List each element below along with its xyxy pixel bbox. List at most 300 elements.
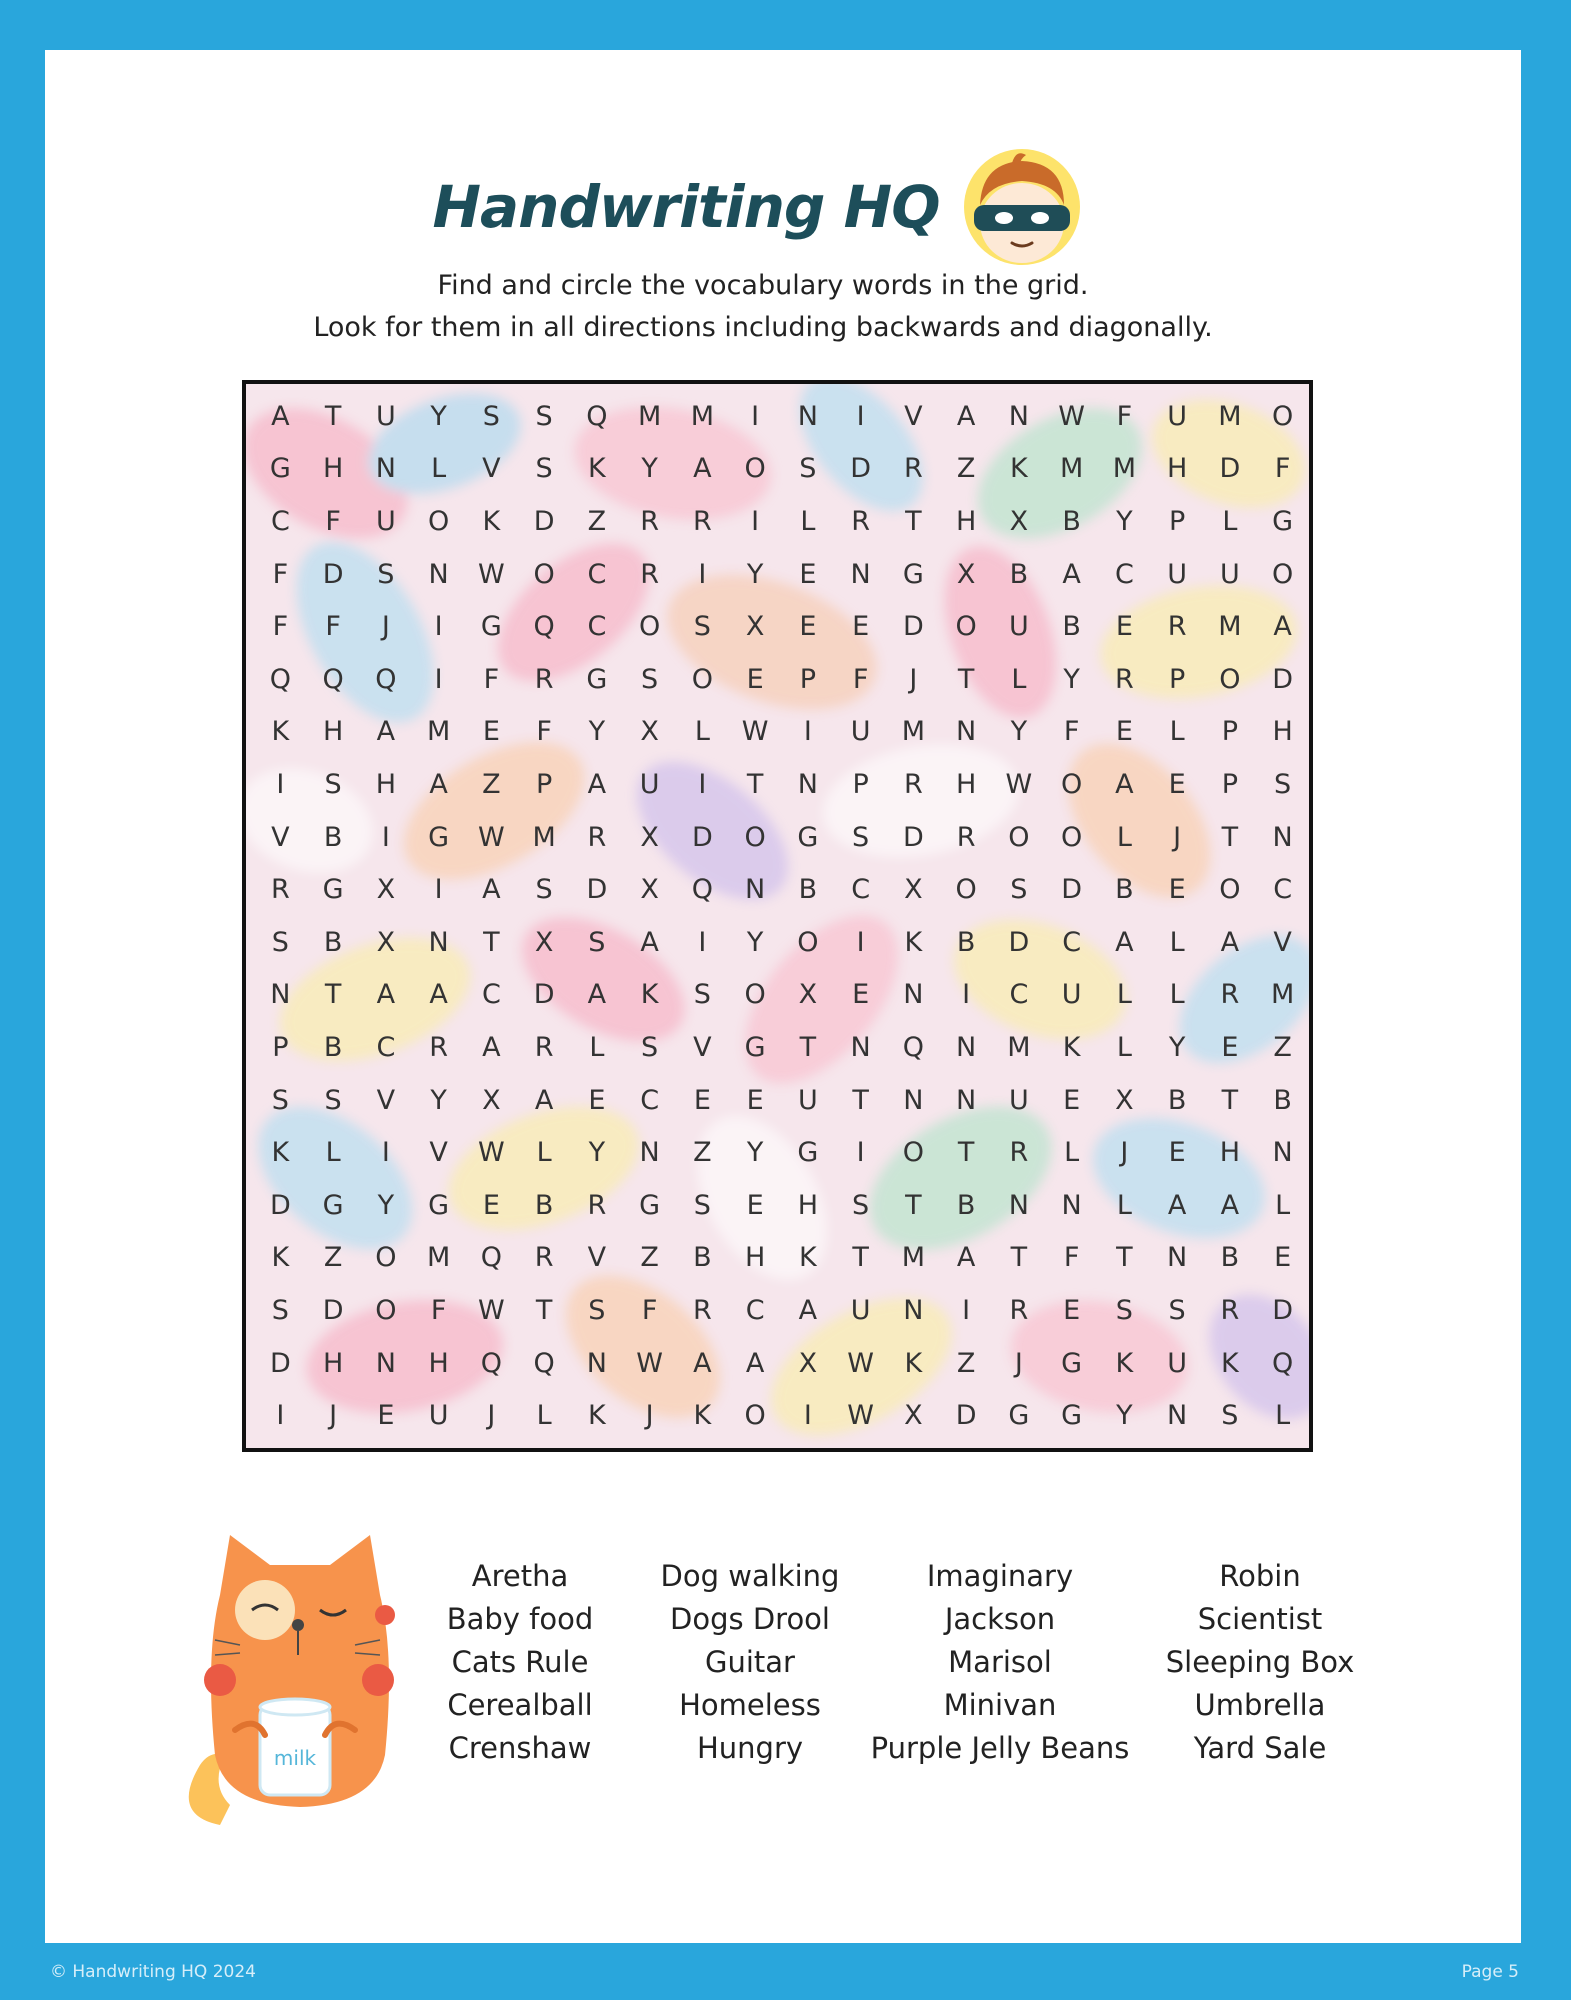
grid-letter[interactable]: Z — [693, 1137, 712, 1169]
grid-letter[interactable]: S — [693, 611, 711, 643]
grid-letter[interactable]: S — [1010, 874, 1028, 906]
grid-letter[interactable]: G — [902, 558, 924, 590]
grid-letter[interactable]: B — [1273, 1084, 1292, 1116]
grid-letter[interactable]: N — [270, 979, 291, 1011]
grid-letter[interactable]: D — [322, 1294, 344, 1326]
grid-letter[interactable]: T — [535, 1294, 553, 1326]
grid-letter[interactable]: B — [1062, 505, 1081, 537]
grid-letter[interactable]: V — [376, 1084, 396, 1116]
grid-letter[interactable]: O — [375, 1294, 397, 1326]
grid-letter[interactable]: X — [798, 979, 818, 1011]
grid-letter[interactable]: G — [1061, 1400, 1083, 1432]
grid-letter[interactable]: J — [381, 611, 390, 643]
grid-letter[interactable]: D — [533, 979, 555, 1011]
grid-letter[interactable]: H — [322, 716, 344, 748]
grid-letter[interactable]: K — [904, 926, 923, 958]
grid-letter[interactable]: V — [271, 821, 290, 853]
grid-letter[interactable]: Y — [1116, 1400, 1133, 1432]
grid-letter[interactable]: V — [482, 453, 501, 485]
grid-letter[interactable]: E — [1168, 768, 1186, 800]
grid-letter[interactable]: P — [535, 768, 553, 800]
grid-letter[interactable]: D — [850, 453, 872, 485]
grid-letter[interactable]: U — [1219, 558, 1240, 590]
grid-letter[interactable]: D — [533, 505, 555, 537]
grid-letter[interactable]: A — [534, 1084, 554, 1116]
grid-letter[interactable]: Y — [588, 1137, 606, 1169]
grid-letter[interactable]: O — [1060, 821, 1083, 853]
grid-letter[interactable]: K — [904, 1347, 923, 1379]
grid-letter[interactable]: E — [1063, 1294, 1081, 1326]
grid-letter[interactable]: U — [797, 1084, 818, 1116]
grid-letter[interactable]: X — [534, 926, 554, 958]
grid-letter[interactable]: X — [640, 821, 659, 853]
grid-letter[interactable]: C — [640, 1084, 660, 1116]
grid-letter[interactable]: F — [325, 611, 341, 643]
grid-letter[interactable]: R — [270, 874, 290, 906]
grid-letter[interactable]: F — [641, 1294, 658, 1326]
grid-letter[interactable]: R — [587, 1189, 607, 1221]
grid-letter[interactable]: Q — [586, 400, 608, 432]
grid-letter[interactable]: C — [1114, 558, 1134, 590]
grid-letter[interactable]: G — [269, 453, 291, 485]
grid-letter[interactable]: I — [276, 768, 285, 800]
grid-letter[interactable]: T — [957, 663, 975, 695]
grid-letter[interactable]: Y — [746, 558, 764, 590]
grid-letter[interactable]: E — [746, 663, 764, 695]
grid-letter[interactable]: D — [691, 821, 713, 853]
grid-letter[interactable]: X — [640, 874, 659, 906]
grid-letter[interactable]: T — [483, 926, 500, 958]
grid-letter[interactable]: E — [1115, 611, 1133, 643]
grid-letter[interactable]: Z — [956, 1347, 976, 1379]
grid-letter[interactable]: G — [428, 1189, 450, 1221]
grid-letter[interactable]: B — [1062, 611, 1081, 643]
grid-letter[interactable]: A — [1220, 926, 1240, 958]
grid-letter[interactable]: I — [434, 874, 443, 906]
grid-letter[interactable]: S — [377, 558, 395, 590]
grid-letter[interactable]: N — [1272, 821, 1293, 853]
grid-letter[interactable]: K — [271, 1137, 290, 1169]
grid-letter[interactable]: L — [325, 1137, 341, 1169]
grid-letter[interactable]: S — [588, 926, 606, 958]
grid-letter[interactable]: S — [852, 821, 870, 853]
grid-letter[interactable]: M — [690, 400, 715, 432]
grid-letter[interactable]: B — [534, 1189, 554, 1221]
grid-letter[interactable]: U — [1061, 979, 1082, 1011]
grid-letter[interactable]: O — [744, 979, 766, 1011]
grid-letter[interactable]: A — [376, 716, 396, 748]
grid-letter[interactable]: R — [640, 558, 659, 590]
grid-letter[interactable]: S — [324, 1084, 342, 1116]
grid-letter[interactable]: A — [693, 453, 712, 485]
grid-letter[interactable]: R — [1009, 1294, 1029, 1326]
grid-letter[interactable]: M — [1218, 611, 1242, 643]
grid-letter[interactable]: O — [902, 1137, 924, 1169]
grid-letter[interactable]: A — [956, 1242, 976, 1274]
grid-letter[interactable]: E — [1168, 1137, 1186, 1169]
grid-letter[interactable]: X — [376, 926, 396, 958]
grid-letter[interactable]: A — [271, 400, 290, 432]
grid-letter[interactable]: S — [641, 663, 659, 695]
grid-letter[interactable]: D — [1061, 874, 1083, 906]
grid-letter[interactable]: C — [745, 1294, 765, 1326]
grid-letter[interactable]: R — [903, 768, 923, 800]
grid-letter[interactable]: W — [478, 1294, 505, 1326]
grid-letter[interactable]: S — [324, 768, 342, 800]
grid-letter[interactable]: R — [851, 505, 870, 537]
grid-letter[interactable]: G — [480, 611, 502, 643]
grid-letter[interactable]: A — [745, 1347, 765, 1379]
grid-letter[interactable]: V — [429, 1137, 448, 1169]
grid-letter[interactable]: O — [427, 505, 450, 537]
grid-letter[interactable]: Z — [587, 505, 607, 537]
grid-letter[interactable]: X — [1115, 1084, 1134, 1116]
grid-letter[interactable]: Y — [430, 1084, 447, 1116]
grid-letter[interactable]: C — [1009, 979, 1029, 1011]
grid-letter[interactable]: N — [745, 874, 766, 906]
grid-letter[interactable]: M — [901, 1242, 926, 1274]
grid-letter[interactable]: A — [693, 1347, 712, 1379]
grid-letter[interactable]: O — [1060, 768, 1083, 800]
grid-letter[interactable]: U — [428, 1400, 449, 1432]
grid-letter[interactable]: K — [693, 1400, 712, 1432]
grid-letter[interactable]: V — [693, 1031, 712, 1063]
grid-letter[interactable]: N — [1008, 400, 1029, 432]
grid-letter[interactable]: S — [535, 453, 553, 485]
grid-letter[interactable]: N — [1167, 1242, 1188, 1274]
grid-letter[interactable]: O — [797, 926, 819, 958]
grid-letter[interactable]: U — [850, 1294, 871, 1326]
grid-letter[interactable]: A — [640, 926, 659, 958]
grid-letter[interactable]: M — [1218, 400, 1242, 432]
grid-letter[interactable]: K — [1221, 1347, 1239, 1379]
grid-letter[interactable]: K — [588, 453, 606, 485]
grid-letter[interactable]: G — [586, 663, 608, 695]
grid-letter[interactable]: I — [276, 1400, 285, 1432]
grid-letter[interactable]: E — [852, 611, 870, 643]
grid-letter[interactable]: D — [586, 874, 608, 906]
grid-letter[interactable]: Y — [746, 926, 764, 958]
grid-letter[interactable]: J — [487, 1400, 496, 1432]
grid-letter[interactable]: H — [375, 768, 397, 800]
grid-letter[interactable]: A — [482, 874, 501, 906]
grid-letter[interactable]: K — [1062, 1031, 1081, 1063]
grid-letter[interactable]: O — [1271, 400, 1294, 432]
grid-letter[interactable]: O — [1271, 558, 1294, 590]
grid-letter[interactable]: P — [1221, 768, 1239, 800]
grid-letter[interactable]: N — [850, 1031, 871, 1063]
grid-letter[interactable]: S — [693, 979, 711, 1011]
grid-letter[interactable]: D — [902, 821, 924, 853]
grid-letter[interactable]: N — [956, 716, 977, 748]
grid-letter[interactable]: C — [376, 1031, 396, 1063]
grid-letter[interactable]: G — [797, 1137, 819, 1169]
grid-letter[interactable]: A — [1115, 926, 1134, 958]
grid-letter[interactable]: A — [587, 979, 607, 1011]
grid-letter[interactable]: R — [1220, 979, 1240, 1011]
grid-letter[interactable]: E — [482, 1189, 500, 1221]
grid-letter[interactable]: P — [1221, 716, 1239, 748]
grid-letter[interactable]: A — [1062, 558, 1081, 590]
grid-letter[interactable]: G — [322, 1189, 344, 1221]
grid-letter[interactable]: V — [587, 1242, 607, 1274]
grid-letter[interactable]: P — [272, 1031, 289, 1063]
grid-letter[interactable]: O — [955, 611, 977, 643]
grid-letter[interactable]: F — [1116, 400, 1133, 432]
grid-letter[interactable]: A — [1115, 768, 1134, 800]
grid-letter[interactable]: I — [381, 1137, 390, 1169]
grid-letter[interactable]: G — [797, 821, 819, 853]
grid-letter[interactable]: N — [375, 1347, 396, 1379]
grid-letter[interactable]: W — [1005, 768, 1033, 800]
grid-letter[interactable]: M — [426, 1242, 451, 1274]
grid-letter[interactable]: R — [640, 505, 659, 537]
grid-letter[interactable]: D — [269, 1347, 291, 1379]
grid-letter[interactable]: L — [1116, 821, 1132, 853]
grid-letter[interactable]: L — [1275, 1189, 1291, 1221]
grid-letter[interactable]: A — [482, 1031, 501, 1063]
grid-letter[interactable]: C — [481, 979, 501, 1011]
grid-letter[interactable]: E — [746, 1084, 764, 1116]
grid-letter[interactable]: I — [856, 1137, 865, 1169]
grid-letter[interactable]: C — [1062, 926, 1082, 958]
grid-letter[interactable]: O — [955, 874, 977, 906]
grid-letter[interactable]: R — [1167, 611, 1187, 643]
grid-letter[interactable]: Y — [641, 453, 658, 485]
grid-letter[interactable]: Q — [375, 663, 397, 695]
grid-letter[interactable]: P — [1168, 663, 1186, 695]
grid-letter[interactable]: J — [1120, 1137, 1129, 1169]
grid-letter[interactable]: R — [1114, 663, 1134, 695]
grid-letter[interactable]: A — [956, 400, 976, 432]
grid-letter[interactable]: L — [694, 716, 710, 748]
grid-letter[interactable]: R — [587, 821, 607, 853]
grid-letter[interactable]: T — [957, 1137, 975, 1169]
grid-letter[interactable]: N — [428, 558, 449, 590]
grid-letter[interactable]: I — [803, 716, 812, 748]
grid-letter[interactable]: X — [904, 1400, 923, 1432]
grid-letter[interactable]: N — [1061, 1189, 1082, 1221]
grid-letter[interactable]: R — [1009, 1137, 1029, 1169]
grid-letter[interactable]: K — [271, 1242, 290, 1274]
grid-letter[interactable]: H — [322, 1347, 344, 1379]
grid-letter[interactable]: Y — [430, 400, 447, 432]
grid-letter[interactable]: R — [1220, 1294, 1240, 1326]
grid-letter[interactable]: H — [797, 1189, 819, 1221]
grid-letter[interactable]: A — [1220, 1189, 1240, 1221]
grid-letter[interactable]: P — [852, 768, 869, 800]
grid-letter[interactable]: U — [375, 505, 396, 537]
grid-letter[interactable]: A — [429, 979, 448, 1011]
grid-letter[interactable]: T — [905, 505, 922, 537]
grid-letter[interactable]: T — [1116, 1242, 1133, 1274]
grid-letter[interactable]: R — [692, 1294, 712, 1326]
grid-letter[interactable]: L — [1169, 926, 1185, 958]
grid-letter[interactable]: Z — [482, 768, 501, 800]
grid-letter[interactable]: S — [693, 1189, 711, 1221]
grid-letter[interactable]: S — [271, 1084, 289, 1116]
grid-letter[interactable]: T — [1221, 1084, 1239, 1116]
grid-letter[interactable]: B — [323, 821, 343, 853]
grid-letter[interactable]: S — [1115, 1294, 1133, 1326]
grid-letter[interactable]: C — [587, 611, 607, 643]
grid-letter[interactable]: U — [1167, 558, 1187, 590]
grid-letter[interactable]: W — [636, 1347, 663, 1379]
grid-letter[interactable]: L — [1116, 1189, 1132, 1221]
grid-letter[interactable]: Z — [956, 453, 976, 485]
grid-letter[interactable]: K — [271, 716, 290, 748]
grid-letter[interactable]: I — [751, 400, 760, 432]
grid-letter[interactable]: Z — [1273, 1031, 1292, 1063]
grid-letter[interactable]: P — [1168, 505, 1186, 537]
grid-letter[interactable]: B — [323, 1031, 343, 1063]
grid-letter[interactable]: S — [641, 1031, 659, 1063]
grid-letter[interactable]: W — [1058, 400, 1085, 432]
grid-letter[interactable]: D — [902, 611, 924, 643]
grid-letter[interactable]: O — [691, 663, 713, 695]
grid-letter[interactable]: L — [536, 1137, 552, 1169]
grid-letter[interactable]: I — [434, 663, 443, 695]
grid-letter[interactable]: I — [434, 611, 443, 643]
grid-letter[interactable]: U — [1008, 611, 1029, 643]
grid-letter[interactable]: H — [1272, 716, 1293, 748]
grid-letter[interactable]: D — [1272, 1294, 1294, 1326]
grid-letter[interactable]: W — [478, 821, 505, 853]
grid-letter[interactable]: S — [1274, 768, 1292, 800]
grid-letter[interactable]: G — [1272, 505, 1294, 537]
grid-letter[interactable]: F — [272, 558, 289, 590]
grid-letter[interactable]: M — [1270, 979, 1295, 1011]
grid-letter[interactable]: L — [589, 1031, 605, 1063]
grid-letter[interactable]: E — [746, 1189, 764, 1221]
grid-letter[interactable]: T — [852, 1242, 869, 1274]
grid-letter[interactable]: W — [478, 558, 505, 590]
grid-letter[interactable]: P — [799, 663, 817, 695]
grid-letter[interactable]: T — [324, 979, 342, 1011]
grid-letter[interactable]: Q — [480, 1242, 502, 1274]
grid-letter[interactable]: B — [1220, 1242, 1240, 1274]
grid-letter[interactable]: N — [903, 1084, 924, 1116]
grid-letter[interactable]: J — [1173, 821, 1182, 853]
grid-letter[interactable]: X — [482, 1084, 501, 1116]
grid-letter[interactable]: A — [587, 768, 607, 800]
grid-letter[interactable]: Q — [533, 1347, 555, 1379]
grid-letter[interactable]: F — [536, 716, 552, 748]
grid-letter[interactable]: U — [375, 400, 396, 432]
grid-letter[interactable]: B — [1115, 874, 1134, 906]
grid-letter[interactable]: Q — [480, 1347, 502, 1379]
grid-letter[interactable]: M — [637, 400, 662, 432]
grid-letter[interactable]: K — [588, 1400, 606, 1432]
grid-letter[interactable]: Y — [1063, 663, 1080, 695]
grid-letter[interactable]: I — [698, 926, 707, 958]
grid-letter[interactable]: B — [798, 874, 818, 906]
grid-letter[interactable]: N — [956, 1031, 977, 1063]
grid-letter[interactable]: J — [645, 1400, 654, 1432]
grid-letter[interactable]: I — [962, 979, 971, 1011]
grid-letter[interactable]: N — [1167, 1400, 1188, 1432]
grid-letter[interactable]: J — [329, 1400, 338, 1432]
grid-letter[interactable]: D — [1008, 926, 1030, 958]
grid-letter[interactable]: Q — [1271, 1347, 1294, 1379]
grid-letter[interactable]: X — [956, 558, 976, 590]
grid-letter[interactable]: L — [1169, 716, 1185, 748]
grid-letter[interactable]: W — [847, 1400, 874, 1432]
grid-letter[interactable]: E — [482, 716, 500, 748]
grid-letter[interactable]: X — [904, 874, 923, 906]
grid-letter[interactable]: M — [1059, 453, 1084, 485]
grid-letter[interactable]: E — [1063, 1084, 1081, 1116]
grid-letter[interactable]: U — [1008, 1084, 1029, 1116]
grid-letter[interactable]: T — [852, 1084, 869, 1116]
grid-letter[interactable]: B — [956, 1189, 976, 1221]
grid-letter[interactable]: Z — [640, 1242, 659, 1274]
grid-letter[interactable]: S — [588, 1294, 606, 1326]
grid-letter[interactable]: J — [1014, 1347, 1023, 1379]
grid-letter[interactable]: X — [376, 874, 396, 906]
grid-letter[interactable]: E — [799, 611, 817, 643]
grid-letter[interactable]: X — [1009, 505, 1029, 537]
grid-letter[interactable]: V — [1273, 926, 1292, 958]
grid-letter[interactable]: L — [431, 453, 447, 485]
grid-letter[interactable]: N — [586, 1347, 607, 1379]
grid-letter[interactable]: L — [1275, 1400, 1291, 1432]
grid-letter[interactable]: T — [746, 768, 764, 800]
grid-letter[interactable]: A — [1273, 611, 1292, 643]
grid-letter[interactable]: L — [1169, 979, 1185, 1011]
grid-letter[interactable]: N — [903, 1294, 924, 1326]
grid-letter[interactable]: F — [852, 663, 869, 695]
grid-letter[interactable]: L — [800, 505, 816, 537]
grid-letter[interactable]: C — [1273, 874, 1293, 906]
grid-letter[interactable]: B — [1009, 558, 1029, 590]
grid-letter[interactable]: W — [478, 1137, 505, 1169]
grid-letter[interactable]: M — [901, 716, 926, 748]
grid-letter[interactable]: E — [588, 1084, 606, 1116]
grid-letter[interactable]: Z — [323, 1242, 343, 1274]
grid-letter[interactable]: B — [1167, 1084, 1187, 1116]
grid-letter[interactable]: N — [639, 1137, 660, 1169]
grid-letter[interactable]: I — [962, 1294, 971, 1326]
grid-letter[interactable]: X — [798, 1347, 818, 1379]
grid-letter[interactable]: A — [1167, 1189, 1187, 1221]
grid-letter[interactable]: H — [322, 453, 344, 485]
grid-letter[interactable]: H — [1166, 453, 1188, 485]
grid-letter[interactable]: T — [799, 1031, 817, 1063]
grid-letter[interactable]: Q — [533, 611, 555, 643]
grid-letter[interactable]: Q — [691, 874, 713, 906]
grid-letter[interactable]: C — [851, 874, 871, 906]
grid-letter[interactable]: D — [322, 558, 344, 590]
grid-letter[interactable]: F — [430, 1294, 447, 1326]
grid-letter[interactable]: R — [956, 821, 976, 853]
grid-letter[interactable]: A — [798, 1294, 818, 1326]
grid-letter[interactable]: T — [905, 1189, 922, 1221]
grid-letter[interactable]: G — [322, 874, 344, 906]
grid-letter[interactable]: K — [482, 505, 501, 537]
grid-letter[interactable]: S — [1168, 1294, 1186, 1326]
grid-letter[interactable]: U — [1167, 1347, 1187, 1379]
grid-letter[interactable]: U — [639, 768, 660, 800]
grid-letter[interactable]: I — [698, 558, 707, 590]
grid-letter[interactable]: H — [1219, 1137, 1241, 1169]
grid-letter[interactable]: O — [1008, 821, 1030, 853]
grid-letter[interactable]: E — [852, 979, 870, 1011]
grid-letter[interactable]: Q — [269, 663, 291, 695]
grid-letter[interactable]: D — [269, 1189, 291, 1221]
grid-letter[interactable]: G — [1008, 1400, 1030, 1432]
grid-letter[interactable]: V — [904, 400, 923, 432]
